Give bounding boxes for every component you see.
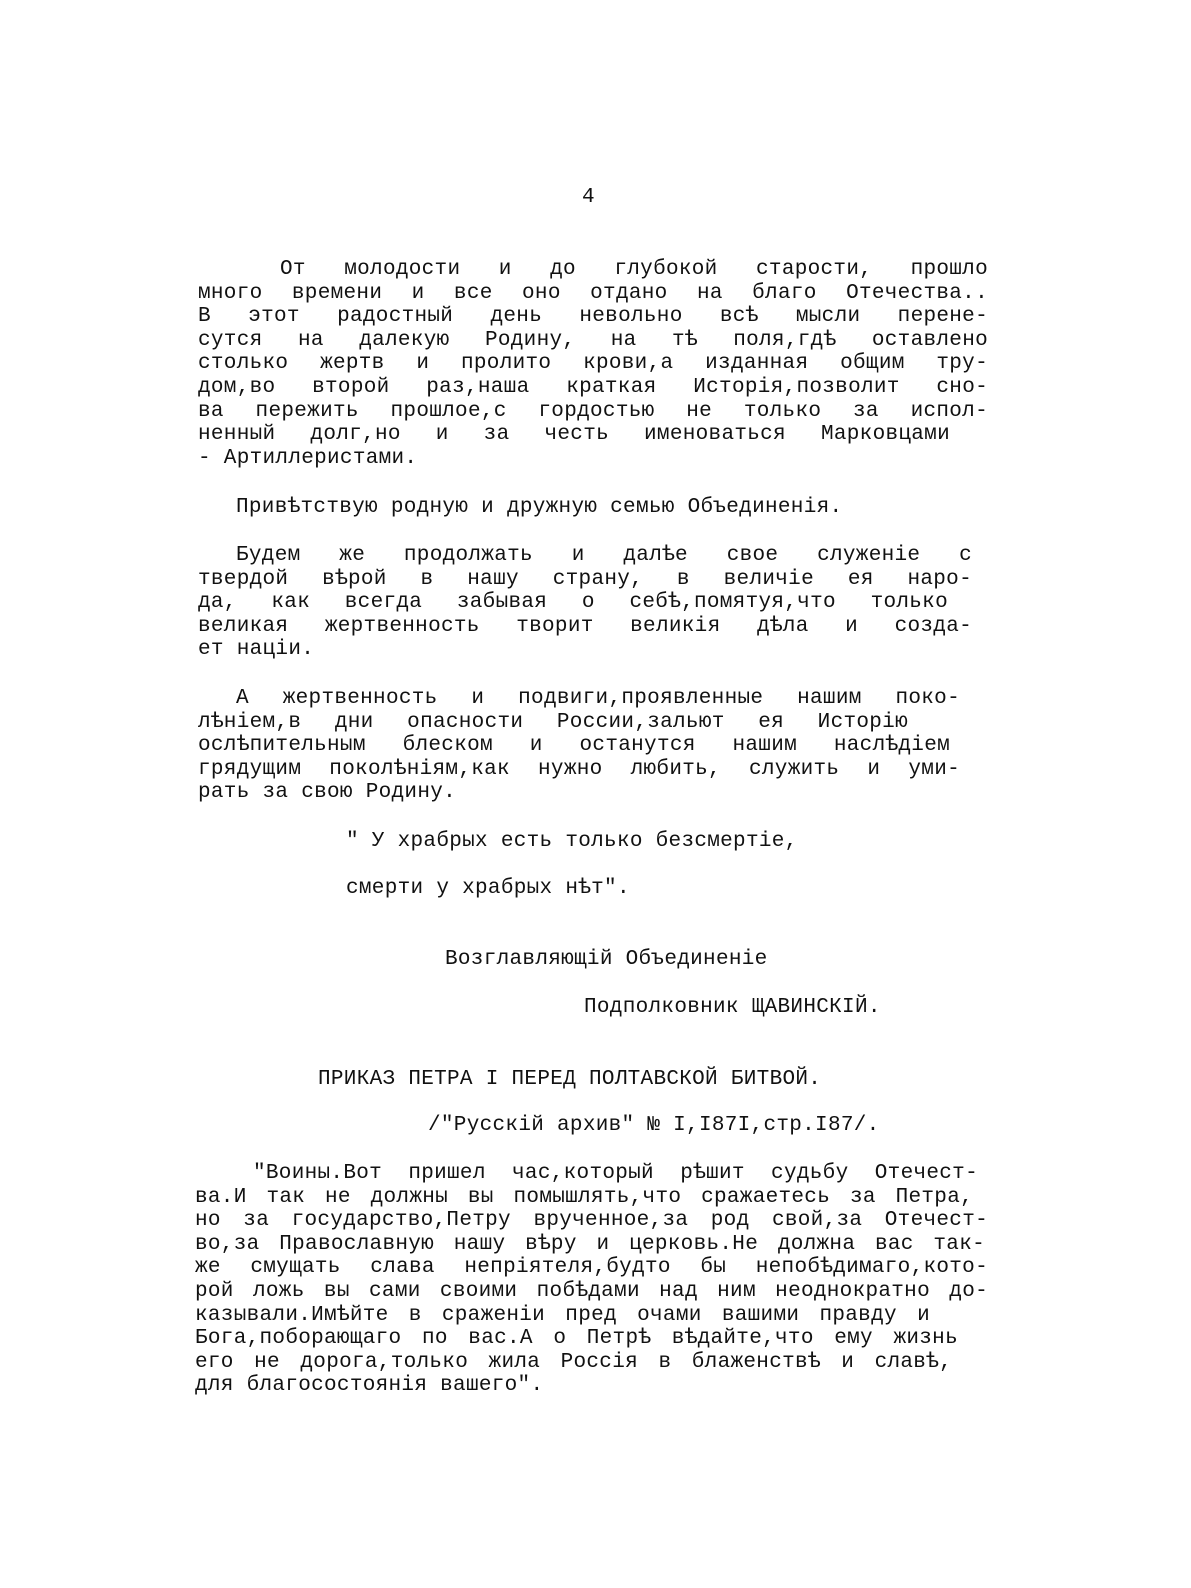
page-number: 4: [582, 186, 595, 209]
text-line: ва пережить прошлое,с гордостью не только за испол-: [198, 399, 988, 423]
text-line: грядущим поколѣніям,как нужно любить, служить и уми-: [198, 757, 960, 781]
text-line: В этот радостный день невольно всѣ мысли перене-: [198, 305, 988, 329]
signature-title: Возглавляющій Объединеніе: [445, 948, 768, 971]
text-line: много времени и все оно отдано на благо Отечества..: [198, 281, 988, 305]
quote-line-2: смерти у храбрых нѣт".: [346, 877, 630, 900]
text-line: столько жертв и пролито крови,а изданная общим тру-: [198, 352, 988, 376]
text-line: для благосостоянія вашего".: [195, 1374, 544, 1398]
order-source: /"Русскій архив" № I,I87I,стр.I87/.: [428, 1114, 880, 1137]
order-heading: ПРИКАЗ ПЕТРА I ПЕРЕД ПОЛТАВСКОЙ БИТВОЙ.: [318, 1068, 822, 1091]
text-line: ненный долг,но и за честь именоваться Марковцами: [198, 423, 950, 447]
signature-name: Подполковник ЩАВИНСКІЙ.: [584, 996, 881, 1019]
text-line: лѣніем,в дни опасности России,зальют ея Исторію: [198, 710, 908, 734]
text-line: А жертвенность и подвиги,проявленные нашим поко-: [236, 687, 960, 710]
text-line: - Артиллеристами.: [198, 446, 418, 470]
order-text: [195, 1162, 988, 1398]
text-line: да, как всегда забывая о себѣ,помятуя,что только: [198, 591, 948, 615]
text-line: дом,во второй раз,наша краткая Исторія,позволит сно-: [198, 375, 988, 399]
text-line: ва.И так не должны вы помышлять,что сражаетесь за Петра,: [195, 1185, 973, 1209]
text-line: ослѣпительным блеском и останутся нашим наслѣдіем: [198, 734, 950, 758]
text-line: рать за свою Родину.: [198, 781, 457, 805]
text-line: Будем же продолжать и далѣе свое служеніе с: [236, 544, 972, 567]
text-line: "Воины.Вот пришел час,который рѣшит судьбу Отечест-: [253, 1162, 978, 1185]
paragraph-2: Привѣтствую родную и дружную семью Объединенія.: [236, 496, 843, 519]
text-line: сутся на далекую Родину, на тѣ поля,гдѣ оставлено: [198, 328, 988, 352]
paragraph-1: [198, 258, 988, 470]
quote-line-1: " У храбрых есть только безсмертіе,: [346, 830, 798, 853]
text-line: казывали.Имѣйте в сраженіи пред очами вашими правду и: [195, 1303, 930, 1327]
text-line: но за государство,Петру врученное,за род свой,за Отечест-: [195, 1209, 988, 1233]
text-line: же смущать слава непріятеля,будто бы непобѣдимаго,кото-: [195, 1256, 988, 1280]
text-line: во,за Православную нашу вѣру и церковь.Не должна вас так-: [195, 1232, 985, 1256]
text-line: Бога,поборающаго по вас.А о Петрѣ вѣдайте,что ему жизнь: [195, 1327, 958, 1351]
paragraph-3: [198, 544, 972, 662]
text-line: От молодости и до глубокой старости, прошло: [280, 258, 988, 281]
text-line: рой ложь вы сами своими побѣдами над ним неоднократно до-: [195, 1279, 988, 1303]
text-line: великая жертвенность творит великія дѣла и созда-: [198, 614, 972, 638]
text-line: ет націи.: [198, 638, 315, 662]
text-line: его не дорога,только жила Россія в блаженствѣ и славѣ,: [195, 1350, 952, 1374]
text-line: твердой вѣрой в нашу страну, в величіе ея наро-: [198, 567, 972, 591]
paragraph-4: [198, 687, 960, 805]
